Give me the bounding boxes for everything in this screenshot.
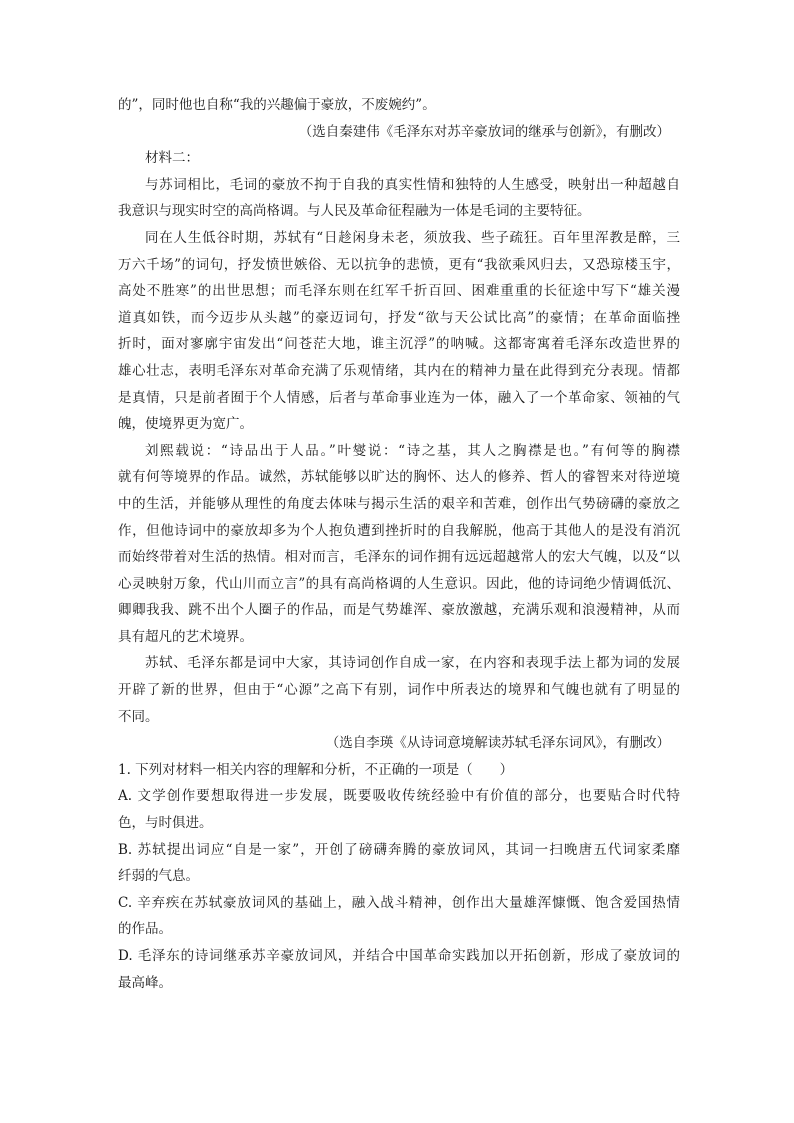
source-citation-2 [118,730,680,757]
paragraph-2 [118,225,680,438]
source-citation-1 [118,119,680,146]
text-line: 苏轼、毛泽东都是词中大家，其诗词创作自成一家，在内容和表现手法上都为词的发展 [145,655,680,672]
text-line: 而始终带着对生活的热情。相对而言，毛泽东的词作拥有远远超越常人的宏大气魄，以及“以 [118,549,680,566]
text-line: 的作品。 [118,921,172,938]
text-line: （选自秦建伟《毛泽东对苏辛豪放词的继承与创新》，有删改） [298,123,670,140]
text-line: 色，与时俱进。 [118,815,213,832]
text-line: D. 毛泽东的诗词继承苏辛豪放词风，并结合中国革命实践加以开拓创新，形成了豪放词的 [118,948,680,964]
text-line: C. 辛弃疾在苏轼豪放词风的基础上，融入战斗精神，创作出大量雄浑慷慨、饱含爱国热情 [118,894,680,911]
option-a [118,783,680,836]
text-line: 开辟了新的世界，但由于“心源”之高下有别，词作中所表达的境界和气魄也就有了明显的 [118,682,680,699]
text-line: 魄，使境界更为宽广。 [118,416,253,433]
text-line: 道真如铁，而今迈步从头越”的豪迈词句，抒发“欲与天公试比高”的豪情；在革命面临挫 [118,309,680,326]
text-line: 折时，面对寥廓宇宙发出“问苍茫大地，谁主沉浮”的呐喊。这都寄寓着毛泽东改造世界的 [118,336,680,353]
text-line: A. 文学创作要想取得进一步发展，既要吸收传统经验中有价值的部分，也要贴合时代特 [118,788,680,805]
text-line: 高处不胜寒”的出世思想；而毛泽东则在红军千折百回、困难重重的长征途中写下“雄关漫 [118,283,680,300]
text-line: 心灵映射万象，代山川而立言”的具有高尚格调的人生意识。因此，他的诗词绝少情调低沉、 [118,575,680,592]
text-line: 雄心壮志，表明毛泽东对革命充满了乐观情绪，其内在的精神力量在此得到充分表现。情都 [118,362,680,379]
paragraph-1 [118,172,680,225]
text-line: 中的生活，并能够从理性的角度去体味与揭示生活的艰辛和苦难，创作出气势磅礴的豪放之 [118,495,680,512]
text-line: 我意识与现实时空的高尚格调。与人民及革命征程融为一体是毛词的主要特征。 [118,203,591,220]
text-line: 卿卿我我、跳不出个人圈子的作品，而是气势雄浑、豪放激越，充满乐观和浪漫精神，从而 [118,602,680,619]
document-page [118,92,680,996]
text-line: 不同。 [118,708,159,725]
text-line: 刘熙载说：“诗品出于人品。”叶燮说：“诗之基，其人之胸襟是也。”有何等的胸襟 [145,442,680,459]
material-2-heading [118,145,680,172]
question-stem: 1. 下列对材料一相关内容的理解和分析，不正确的一项是（ ） [118,761,514,778]
text-line: 作，但他诗词中的豪放却多为个人抱负遭到挫折时的自我解脱，他高于其他人的是没有消沉 [118,522,680,539]
text-line: 万六千场”的词句，抒发愤世嫉俗、无以抗争的悲愤，更有“我欲乘风归去，又恐琼楼玉宇， [118,256,680,273]
paragraph-3 [118,438,680,651]
option-d [118,943,680,996]
text-line: 就有何等境界的作品。诚然，苏轼能够以旷达的胸怀、达人的修养、哲人的睿智来对待逆境 [118,469,680,486]
text-line: 纤弱的气息。 [118,868,199,885]
text-line: 材料二： [145,150,199,167]
text-line: 具有超凡的艺术境界。 [118,628,253,645]
text-line: （选自李瑛《从诗词意境解读苏轼毛泽东词风》，有删改） [325,735,670,752]
text-line: 最高峰。 [118,974,172,991]
paragraph-4 [118,650,680,730]
text-line: 是真情，只是前者囿于个人情感，后者与革命事业连为一体，融入了一个革命家、领袖的气 [118,389,680,406]
text-line: B. 苏轼提出词应“自是一家”，开创了磅礴奔腾的豪放词风，其词一扫晚唐五代词家柔靡 [118,841,680,858]
text-line: 与苏词相比，毛词的豪放不拘于自我的真实性情和独特的人生感受，映射出一种超越自 [145,176,680,193]
text-line: 的”，同时他也自称“我的兴趣偏于豪放，不废婉约”。 [118,97,436,113]
text-line: 同在人生低谷时期，苏轼有“日趁闲身未老，须放我、些子疏狂。百年里浑教是醉，三 [145,229,680,246]
question-1 [118,757,680,784]
intro-tail-paragraph [118,92,680,119]
option-b [118,837,680,890]
option-c [118,890,680,943]
